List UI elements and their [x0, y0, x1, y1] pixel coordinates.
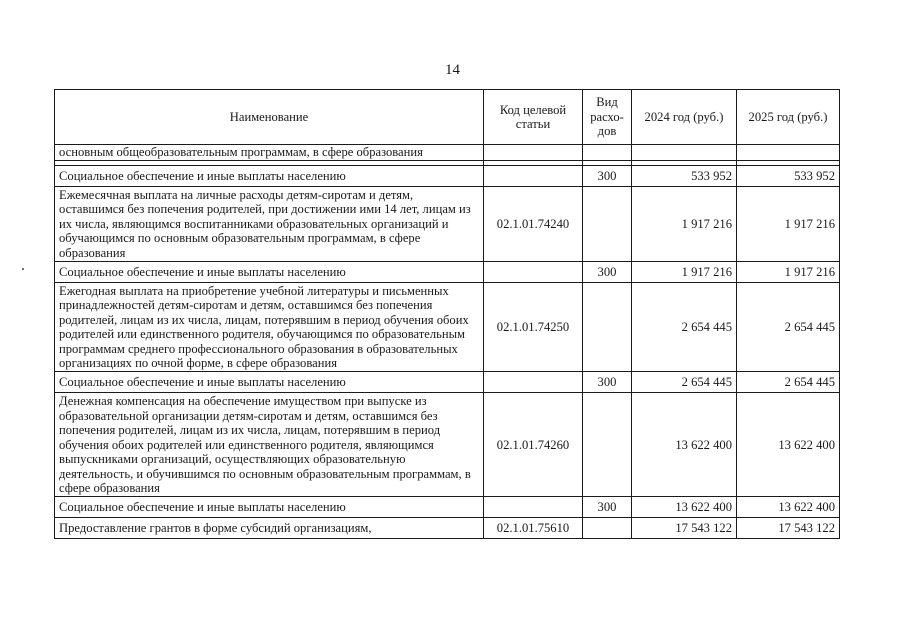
row-name: Ежемесячная выплата на личные расходы детям-сиротам и детям, оставшимся без попечения родителей, при достижении ими 14 лет, лицам из их числа, являющимся воспитанниками образовательных организаций и обучающимся по основным образовательным программам, в сфере образования: [55, 187, 484, 262]
row-code: [484, 497, 583, 518]
table-row: [55, 372, 840, 393]
row-2025: 1 917 216: [737, 262, 840, 283]
row-2025: 2 654 445: [737, 372, 840, 393]
row-kind: [583, 145, 632, 161]
row-2024: 17 543 122: [632, 518, 737, 539]
row-2025: 13 622 400: [737, 393, 840, 497]
table-row: [55, 145, 840, 161]
row-kind: 300: [583, 497, 632, 518]
row-code: 02.1.01.74250: [484, 283, 583, 372]
row-2025: 1 917 216: [737, 187, 840, 262]
row-kind: [583, 393, 632, 497]
row-2024: 2 654 445: [632, 283, 737, 372]
row-2024: 13 622 400: [632, 497, 737, 518]
row-code: [484, 145, 583, 161]
row-kind: [583, 283, 632, 372]
row-code: [484, 372, 583, 393]
row-name: Социальное обеспечение и иные выплаты населению: [55, 166, 484, 187]
row-name: Социальное обеспечение и иные выплаты населению: [55, 372, 484, 393]
row-code: 02.1.01.74260: [484, 393, 583, 497]
page-number: 14: [445, 62, 460, 78]
row-name: Социальное обеспечение и иные выплаты населению: [55, 262, 484, 283]
row-kind: 300: [583, 262, 632, 283]
row-2025: 17 543 122: [737, 518, 840, 539]
table-row: [55, 393, 840, 497]
table-row: [55, 166, 840, 187]
row-code: [484, 262, 583, 283]
header-name: Наименование: [55, 90, 484, 145]
row-2025: 13 622 400: [737, 497, 840, 518]
table-row: [55, 187, 840, 262]
header-2025: 2025 год (руб.): [737, 90, 840, 145]
row-kind: [583, 187, 632, 262]
header-2024: 2024 год (руб.): [632, 90, 737, 145]
row-kind: 300: [583, 372, 632, 393]
row-2024: 533 952: [632, 166, 737, 187]
row-2025: 533 952: [737, 166, 840, 187]
table-row: [55, 283, 840, 372]
row-code: 02.1.01.75610: [484, 518, 583, 539]
header-kind: Вид расхо-дов: [583, 90, 632, 145]
table-header-row: [55, 90, 840, 145]
header-code: Код целевой статьи: [484, 90, 583, 145]
row-2024: 1 917 216: [632, 262, 737, 283]
row-name: основным общеобразовательным программам, в сфере образования: [55, 145, 484, 161]
table-row: [55, 518, 840, 539]
row-name: Социальное обеспечение и иные выплаты населению: [55, 497, 484, 518]
scan-speck: [22, 268, 24, 270]
row-code: [484, 166, 583, 187]
row-2024: 13 622 400: [632, 393, 737, 497]
table-row: [55, 262, 840, 283]
row-2025: [737, 145, 840, 161]
row-name: Предоставление грантов в форме субсидий организациям,: [55, 518, 484, 539]
row-2025: 2 654 445: [737, 283, 840, 372]
row-kind: [583, 518, 632, 539]
row-2024: 1 917 216: [632, 187, 737, 262]
row-code: 02.1.01.74240: [484, 187, 583, 262]
row-name: Ежегодная выплата на приобретение учебной литературы и письменных принадлежностей детям-сиротам и детям, оставшимся без попечения родителей, лицам из их числа, лицам, потерявшим в период обучения обоих родителей или единственного родителя, обучающимся по образовательным программам среднего профессионального образования в образовательных организациях по очной форме, в сфере образования: [55, 283, 484, 372]
row-2024: 2 654 445: [632, 372, 737, 393]
row-name: Денежная компенсация на обеспечение имуществом при выпуске из образовательной организации детям-сиротам и детям, оставшимся без попечения родителей, лицам из их числа, лицам, потерявшим в период обучения обоих родителей или единственного родителя, являющимся выпускниками организаций, осуществляющих образовательную деятельность, и обучившимся по основным образовательным программам, в сфере образования: [55, 393, 484, 497]
row-2024: [632, 145, 737, 161]
budget-table: [54, 89, 840, 539]
row-kind: 300: [583, 166, 632, 187]
table-row: [55, 497, 840, 518]
